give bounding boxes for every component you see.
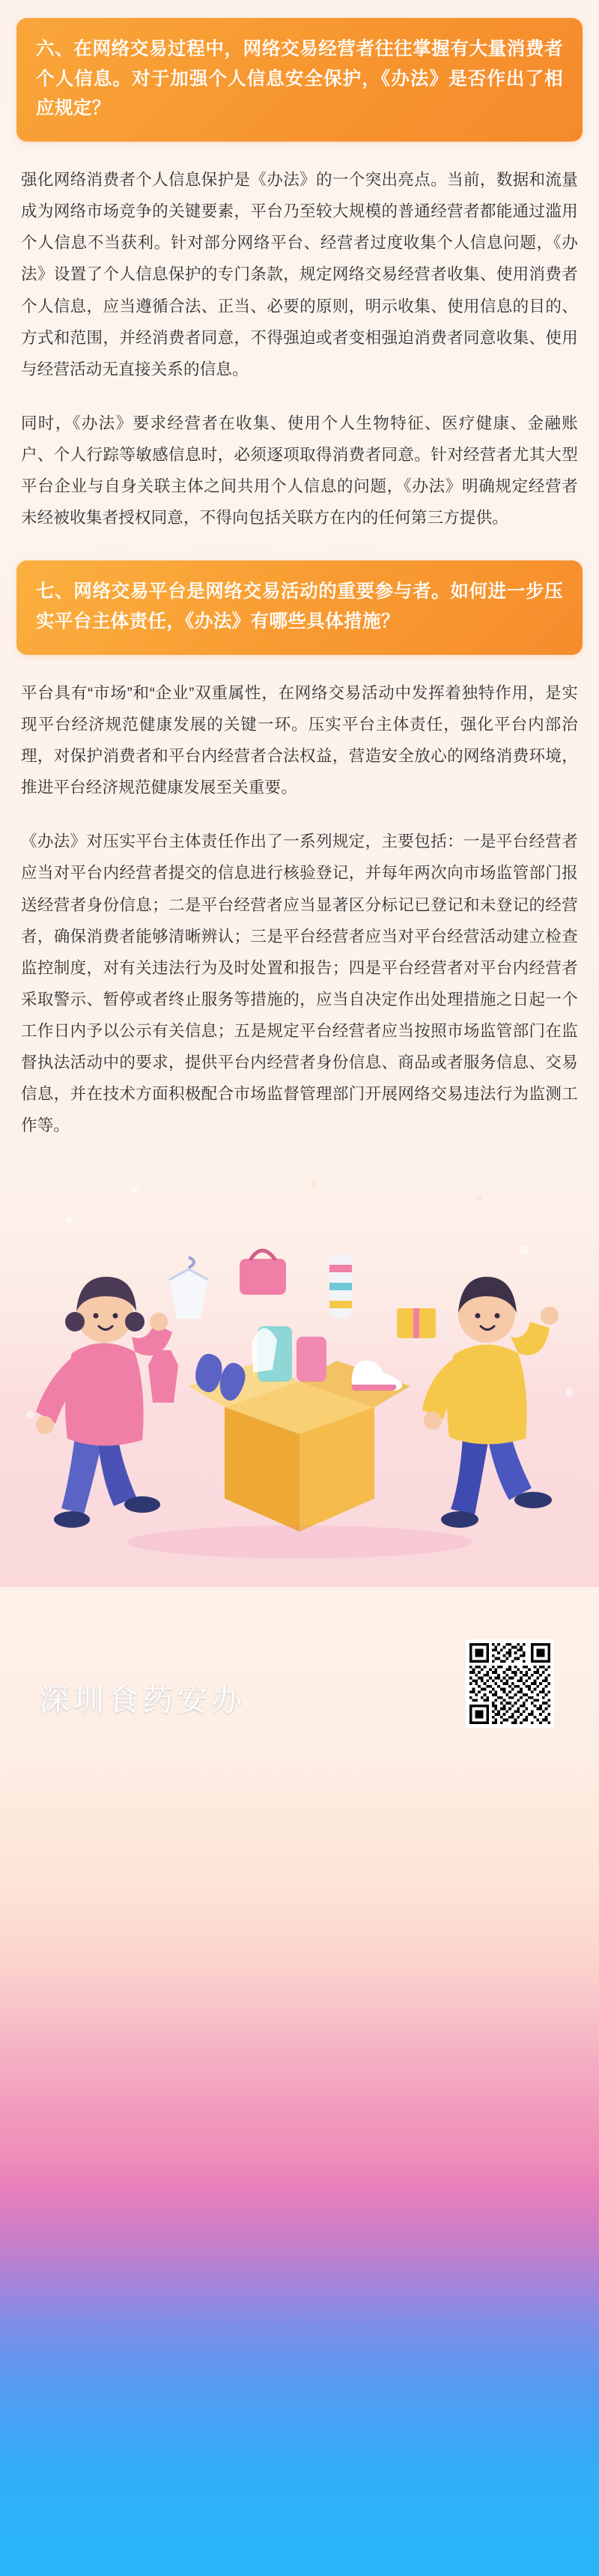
footer [0, 1587, 599, 1774]
shopping-people-illustration [0, 1167, 599, 1587]
paragraph-6-2: 同时，《办法》要求经营者在收集、使用个人生物特征、医疗健康、金融账户、个人行踪等敏感信息时，必须逐项取得消费者同意。针对经营者尤其大型平台企业与自身关联主体之间共用个人信息的问题，《办法》明确规定经营者未经被收集者授权同意，不得向包括关联方在内的任何第三方提供。 [21, 414, 578, 527]
illustration-graphic [0, 1167, 599, 1587]
question-heading-6: 六、在网络交易过程中，网络交易经营者往往掌握有大量消费者个人信息。对于加强个人信息安全保护，《办法》是否作出了相应规定？ [16, 18, 583, 142]
paragraph-7-2: 《办法》对压实平台主体责任作出了一系列规定，主要包括：一是平台经营者应当对平台内经营者提交的信息进行核验登记，并每年两次向市场监管部门报送经营者身份信息；二是平台经营者应当显著区分标记已登记和未登记的经营者，确保消费者能够清晰辨认；三是平台经营者应当对平台经营活动建立检查监控制度，对有关违法行为及时处置和报告；四是平台经营者对平台内经营者采取警示、暂停或者终止服务等措施的，应当自决定作出处理措施之日起一个工作日内予以公示有关信息；五是规定平台经营者应当按照市场监管部门在监督执法活动中的要求，提供平台内经营者身份信息、商品或者服务信息、交易信息，并在技术方面积极配合市场监督管理部门开展网络交易违法行为监测工作等。 [21, 832, 578, 1135]
question-heading-7: 七、网络交易平台是网络交易活动的重要参与者。如何进一步压实平台主体责任，《办法》有哪些具体措施？ [16, 560, 583, 654]
qr-code-image [469, 1643, 550, 1724]
article-content [0, 0, 599, 1142]
footer-title: 深圳食药安办 [39, 1682, 246, 1717]
paragraph-6-1: 强化网络消费者个人信息保护是《办法》的一个突出亮点。当前，数据和流量成为网络市场竞争的关键要素，平台乃至较大规模的普通经营者都能通过滥用个人信息不当获利。针对部分网络平台、经营者过度收集个人信息问题，《办法》设置了个人信息保护的专门条款，规定网络交易经营者收集、使用消费者个人信息，应当遵循合法、正当、必要的原则，明示收集、使用信息的目的、方式和范围，并经消费者同意，不得强迫或者变相强迫消费者同意收集、使用与经营活动无直接关系的信息。 [21, 171, 578, 378]
qr-code[interactable] [466, 1639, 554, 1728]
spacer [16, 533, 583, 560]
paragraph-7-1: 平台具有“市场”和“企业”双重属性，在网络交易活动中发挥着独特作用，是实现平台经济规范健康发展的关键一环。压实平台主体责任，强化平台内部治理，对保护消费者和平台内经营者合法权益，营造安全放心的网络消费环境，推进平台经济规范健康发展至关重要。 [21, 683, 578, 797]
